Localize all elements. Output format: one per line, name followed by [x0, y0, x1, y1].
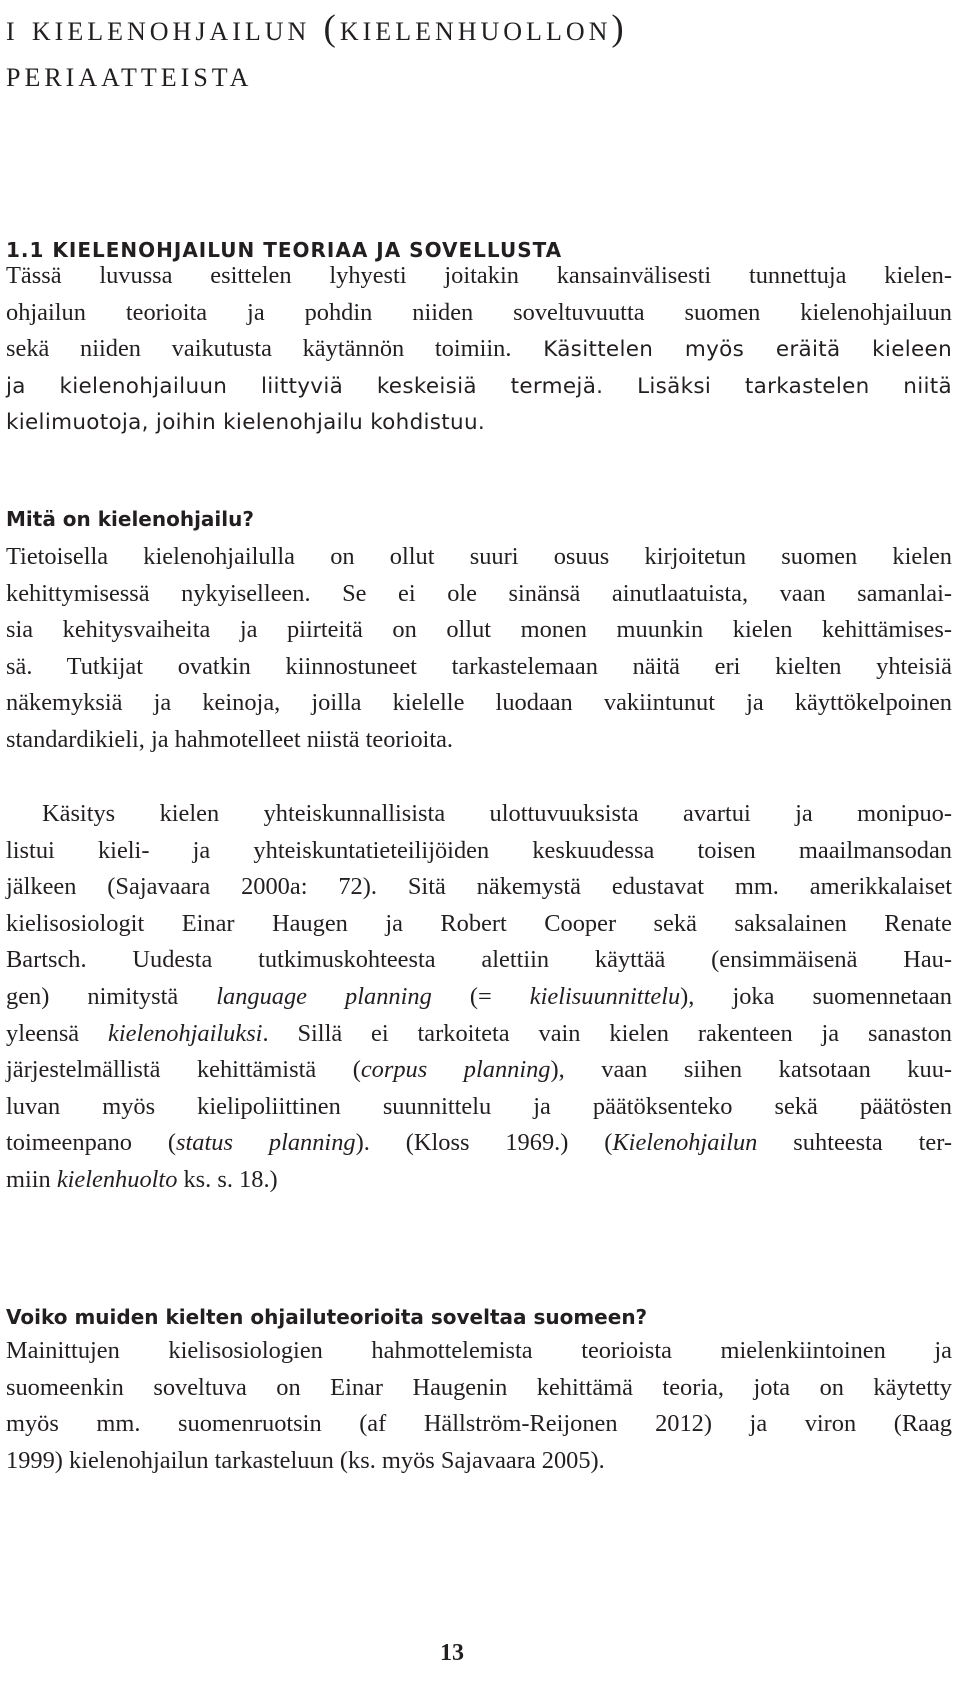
intro-line-4	[6, 369, 952, 406]
p3-line-1: Mainittujen kielisosiologien hahmottelemista teorioista mielenkiintoinen ja	[6, 1337, 952, 1364]
p3-line-4: 1999) kielenohjailun tarkasteluun (ks. myös Sajavaara 2005).	[6, 1446, 605, 1474]
intro-line-4b: Lisäksi tarkastelen niitä	[603, 373, 952, 399]
p2-line-10	[6, 1125, 952, 1162]
p2-line-6a: gen) nimitystä	[6, 982, 217, 1010]
p2-line-10b: ). (Kloss 1969.) (	[355, 1129, 613, 1157]
p2-line-6c: ), joka suomennetaan	[680, 982, 953, 1010]
p2-line-4: kielisosiologit Einar Haugen ja Robert Cooper sekä saksalainen Renate	[6, 909, 952, 937]
p2-line-7	[6, 1016, 952, 1053]
intro-line-3	[6, 331, 952, 369]
term-status-planning: status planning	[176, 1129, 356, 1157]
p2-line-7a: yleensä	[6, 1019, 109, 1047]
section-heading: 1.1 KIELENOHJAILUN TEORIAA JA SOVELLUSTA	[6, 238, 563, 262]
p2-line-9: luvan myös kielipoliittinen suunnittelu ja päätöksenteko sekä päätösten	[6, 1092, 952, 1120]
p2-line-10a: toimeenpano (	[6, 1129, 177, 1157]
term-kielenhuolto: kielenhuolto	[56, 1165, 178, 1193]
page-number: 13	[440, 1640, 464, 1666]
term-kielenohjailun: Kielenohjailun	[612, 1129, 758, 1157]
p1-line-3: sia kehitysvaiheita ja piirteitä on ollut monen muunkin kielen kehittämises-	[6, 616, 952, 644]
p2-line-11b: ks. s. 18.)	[177, 1165, 278, 1193]
intro-line-4a: ja kielenohjailuun liittyviä keskeisiä termejä.	[6, 373, 604, 399]
p2-line-8b: ), vaan siihen katsotaan kuu-	[550, 1056, 953, 1084]
paragraph-3	[6, 1333, 952, 1479]
intro-line-5: kielimuotoja, joihin kielenohjailu kohdistuu.	[6, 410, 486, 436]
intro-paragraph	[6, 258, 952, 442]
p3-line-3: myös mm. suomenruotsin (af Hällström-Reijonen 2012) ja viron (Raag	[6, 1410, 952, 1438]
p1-line-6: standardikieli, ja hahmotelleet niistä teorioita.	[6, 725, 454, 753]
p1-line-1: Tietoisella kielenohjailulla on ollut suuri osuus kirjoitetun suomen kielen	[6, 543, 952, 570]
p2-line-11	[6, 1162, 952, 1199]
paragraph-1	[6, 539, 952, 759]
p2-line-6b: (=	[431, 982, 530, 1010]
p3-line-2: suomeenkin soveltuva on Einar Haugenin kehittämä teoria, jota on käytetty	[6, 1373, 952, 1401]
p2-line-6	[6, 979, 952, 1016]
chapter-title-line-1: i kielenohjailun (kielenhuollon)	[6, 8, 628, 49]
p2-line-1: Käsitys kielen yhteiskunnallisista ulottuvuuksista avartui ja monipuo-	[42, 800, 952, 827]
p2-line-2: listui kieli- ja yhteiskuntatieteilijöiden keskuudessa toisen maailmansodan	[6, 836, 952, 864]
p2-line-10c: suhteesta ter-	[757, 1129, 952, 1157]
intro-line-3-sans: Käsittelen myös eräitä kieleen	[511, 337, 952, 363]
p2-line-5: Bartsch. Uudesta tutkimuskohteesta alettiin käyttää (ensimmäisenä Hau-	[6, 946, 952, 974]
p1-line-5: näkemyksiä ja keinoja, joilla kielelle luodaan vakiintunut ja käyttökelpoinen	[6, 689, 952, 717]
document-page	[6, 0, 954, 1683]
p1-line-2: kehittymisessä nykyiselleen. Se ei ole sinänsä ainutlaatuista, vaan samanlai-	[6, 579, 952, 607]
subheading-apply-theories: Voiko muiden kielten ohjailuteorioita soveltaa suomeen?	[6, 1305, 648, 1329]
chapter-title	[6, 6, 946, 98]
p2-line-11a: miin	[6, 1165, 57, 1193]
paragraph-2	[6, 796, 952, 1199]
p2-line-7b: . Sillä ei tarkoiteta vain kielen rakenteen ja sanaston	[262, 1019, 953, 1047]
p1-line-4: sä. Tutkijat ovatkin kiinnostuneet tarkastelemaan näitä eri kielten yhteisiä	[6, 652, 952, 680]
term-kielisuunnittelu: kielisuunnittelu	[529, 982, 681, 1010]
term-corpus-planning: corpus planning	[360, 1056, 551, 1084]
term-kielenohjailuksi: kielenohjailuksi	[108, 1019, 263, 1047]
p2-line-3: jälkeen (Sajavaara 2000a: 72). Sitä näkemystä edustavat mm. amerikkalaiset	[6, 873, 952, 901]
chapter-title-line-2: periaatteista	[6, 54, 253, 95]
term-language-planning: language planning	[216, 982, 432, 1010]
p2-line-8a: järjestelmällistä kehittämistä (	[6, 1056, 361, 1084]
intro-line-3-serif: sekä niiden vaikutusta käytännön toimiin.	[6, 335, 512, 363]
subheading-what-is-language-planning: Mitä on kielenohjailu?	[6, 507, 254, 531]
intro-line-2: ohjailun teorioita ja pohdin niiden soveltuvuutta suomen kielenohjailuun	[6, 298, 952, 326]
p2-line-8	[6, 1052, 952, 1089]
intro-line-1: Tässä luvussa esittelen lyhyesti joitakin kansainvälisesti tunnettuja kielen-	[6, 262, 952, 289]
